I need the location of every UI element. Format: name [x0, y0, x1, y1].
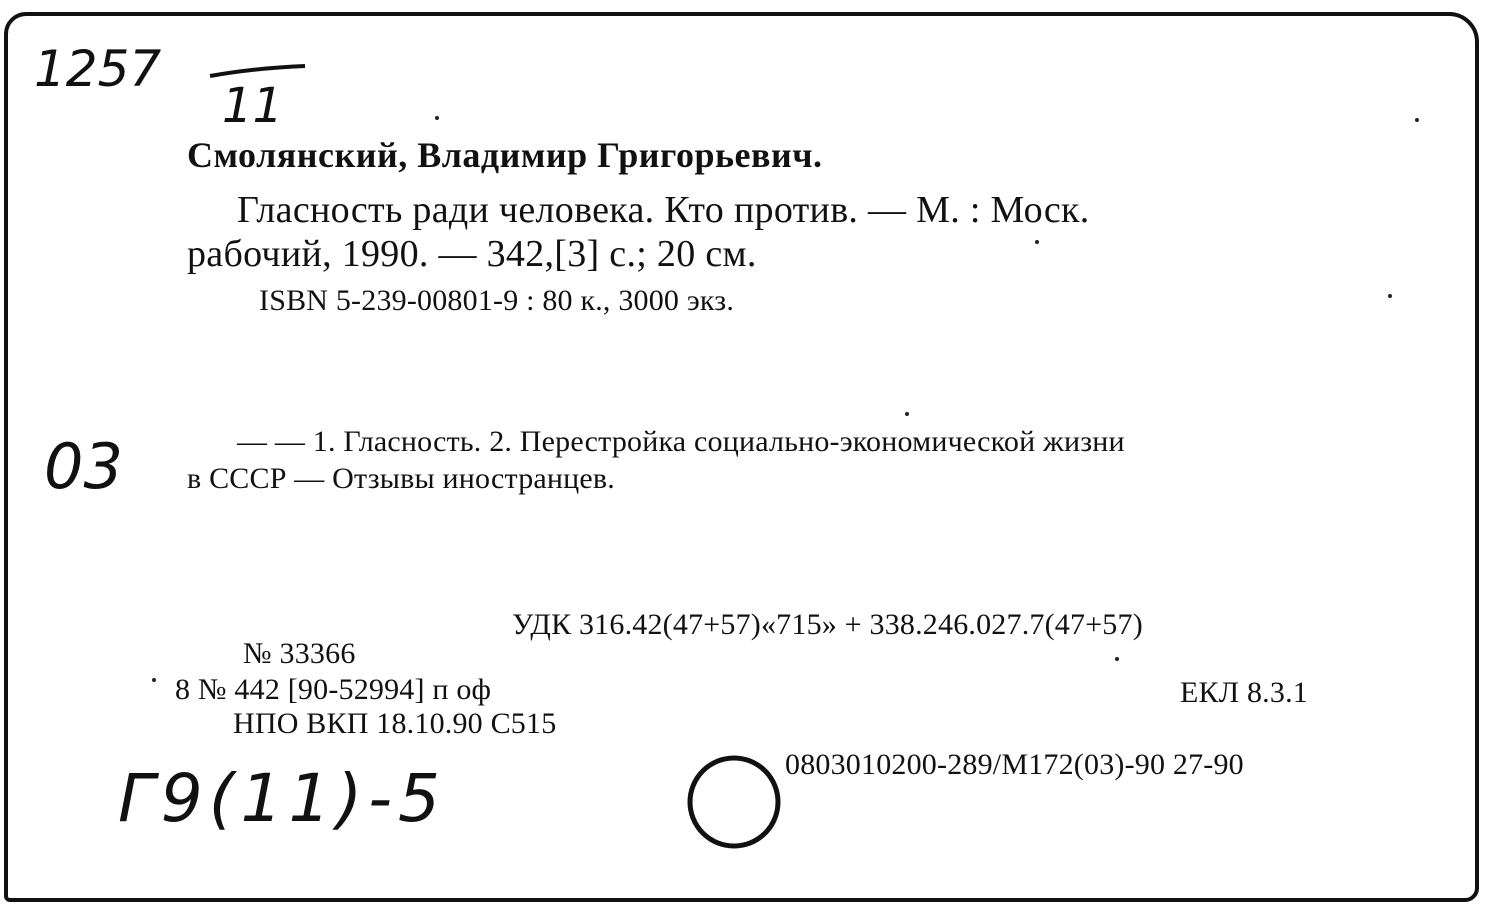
title-line-1: Гласность ради человека. Кто против. — М. : Моск. — [237, 189, 1090, 231]
speck — [152, 678, 156, 682]
author-heading: Смолянский, Владимир Григорьевич. — [187, 135, 823, 175]
title-line-2: рабочий, 1990. — 342,[3] с.; 20 см. — [187, 233, 757, 275]
speck — [1035, 240, 1039, 244]
npo-line: НПО ВКП 18.10.90 С515 — [233, 707, 557, 740]
handwritten-call-number-fraction: 11 — [222, 78, 284, 134]
ekl-code: ЕКЛ 8.3.1 — [1180, 676, 1308, 709]
subjects-line-2: в СССР — Отзывы иностранцев. — [187, 462, 616, 495]
speck — [1415, 118, 1419, 122]
subjects-line-1: — — 1. Гласность. 2. Перестройка социально-экономической жизни — [237, 425, 1125, 458]
order-line: 8 № 442 [90-52994] п оф — [175, 673, 492, 706]
hole-circle-icon — [686, 754, 786, 854]
speck — [1115, 657, 1119, 661]
speck — [435, 116, 439, 120]
handwritten-section-code: 03 — [44, 430, 123, 503]
speck — [1388, 294, 1392, 298]
handwritten-call-number: 1257 — [34, 40, 162, 98]
isbn-line: ISBN 5-239-00801-9 : 80 к., 3000 экз. — [259, 284, 735, 317]
speck — [905, 412, 909, 416]
handwritten-shelf-code: Г9(11)-5 — [118, 760, 447, 837]
udk-line: УДК 316.42(47+57)«715» + 338.246.027.7(47+57) — [512, 608, 1143, 641]
code-line: 0803010200-289/М172(03)-90 27-90 — [785, 748, 1244, 781]
card-number: № 33366 — [243, 637, 356, 670]
